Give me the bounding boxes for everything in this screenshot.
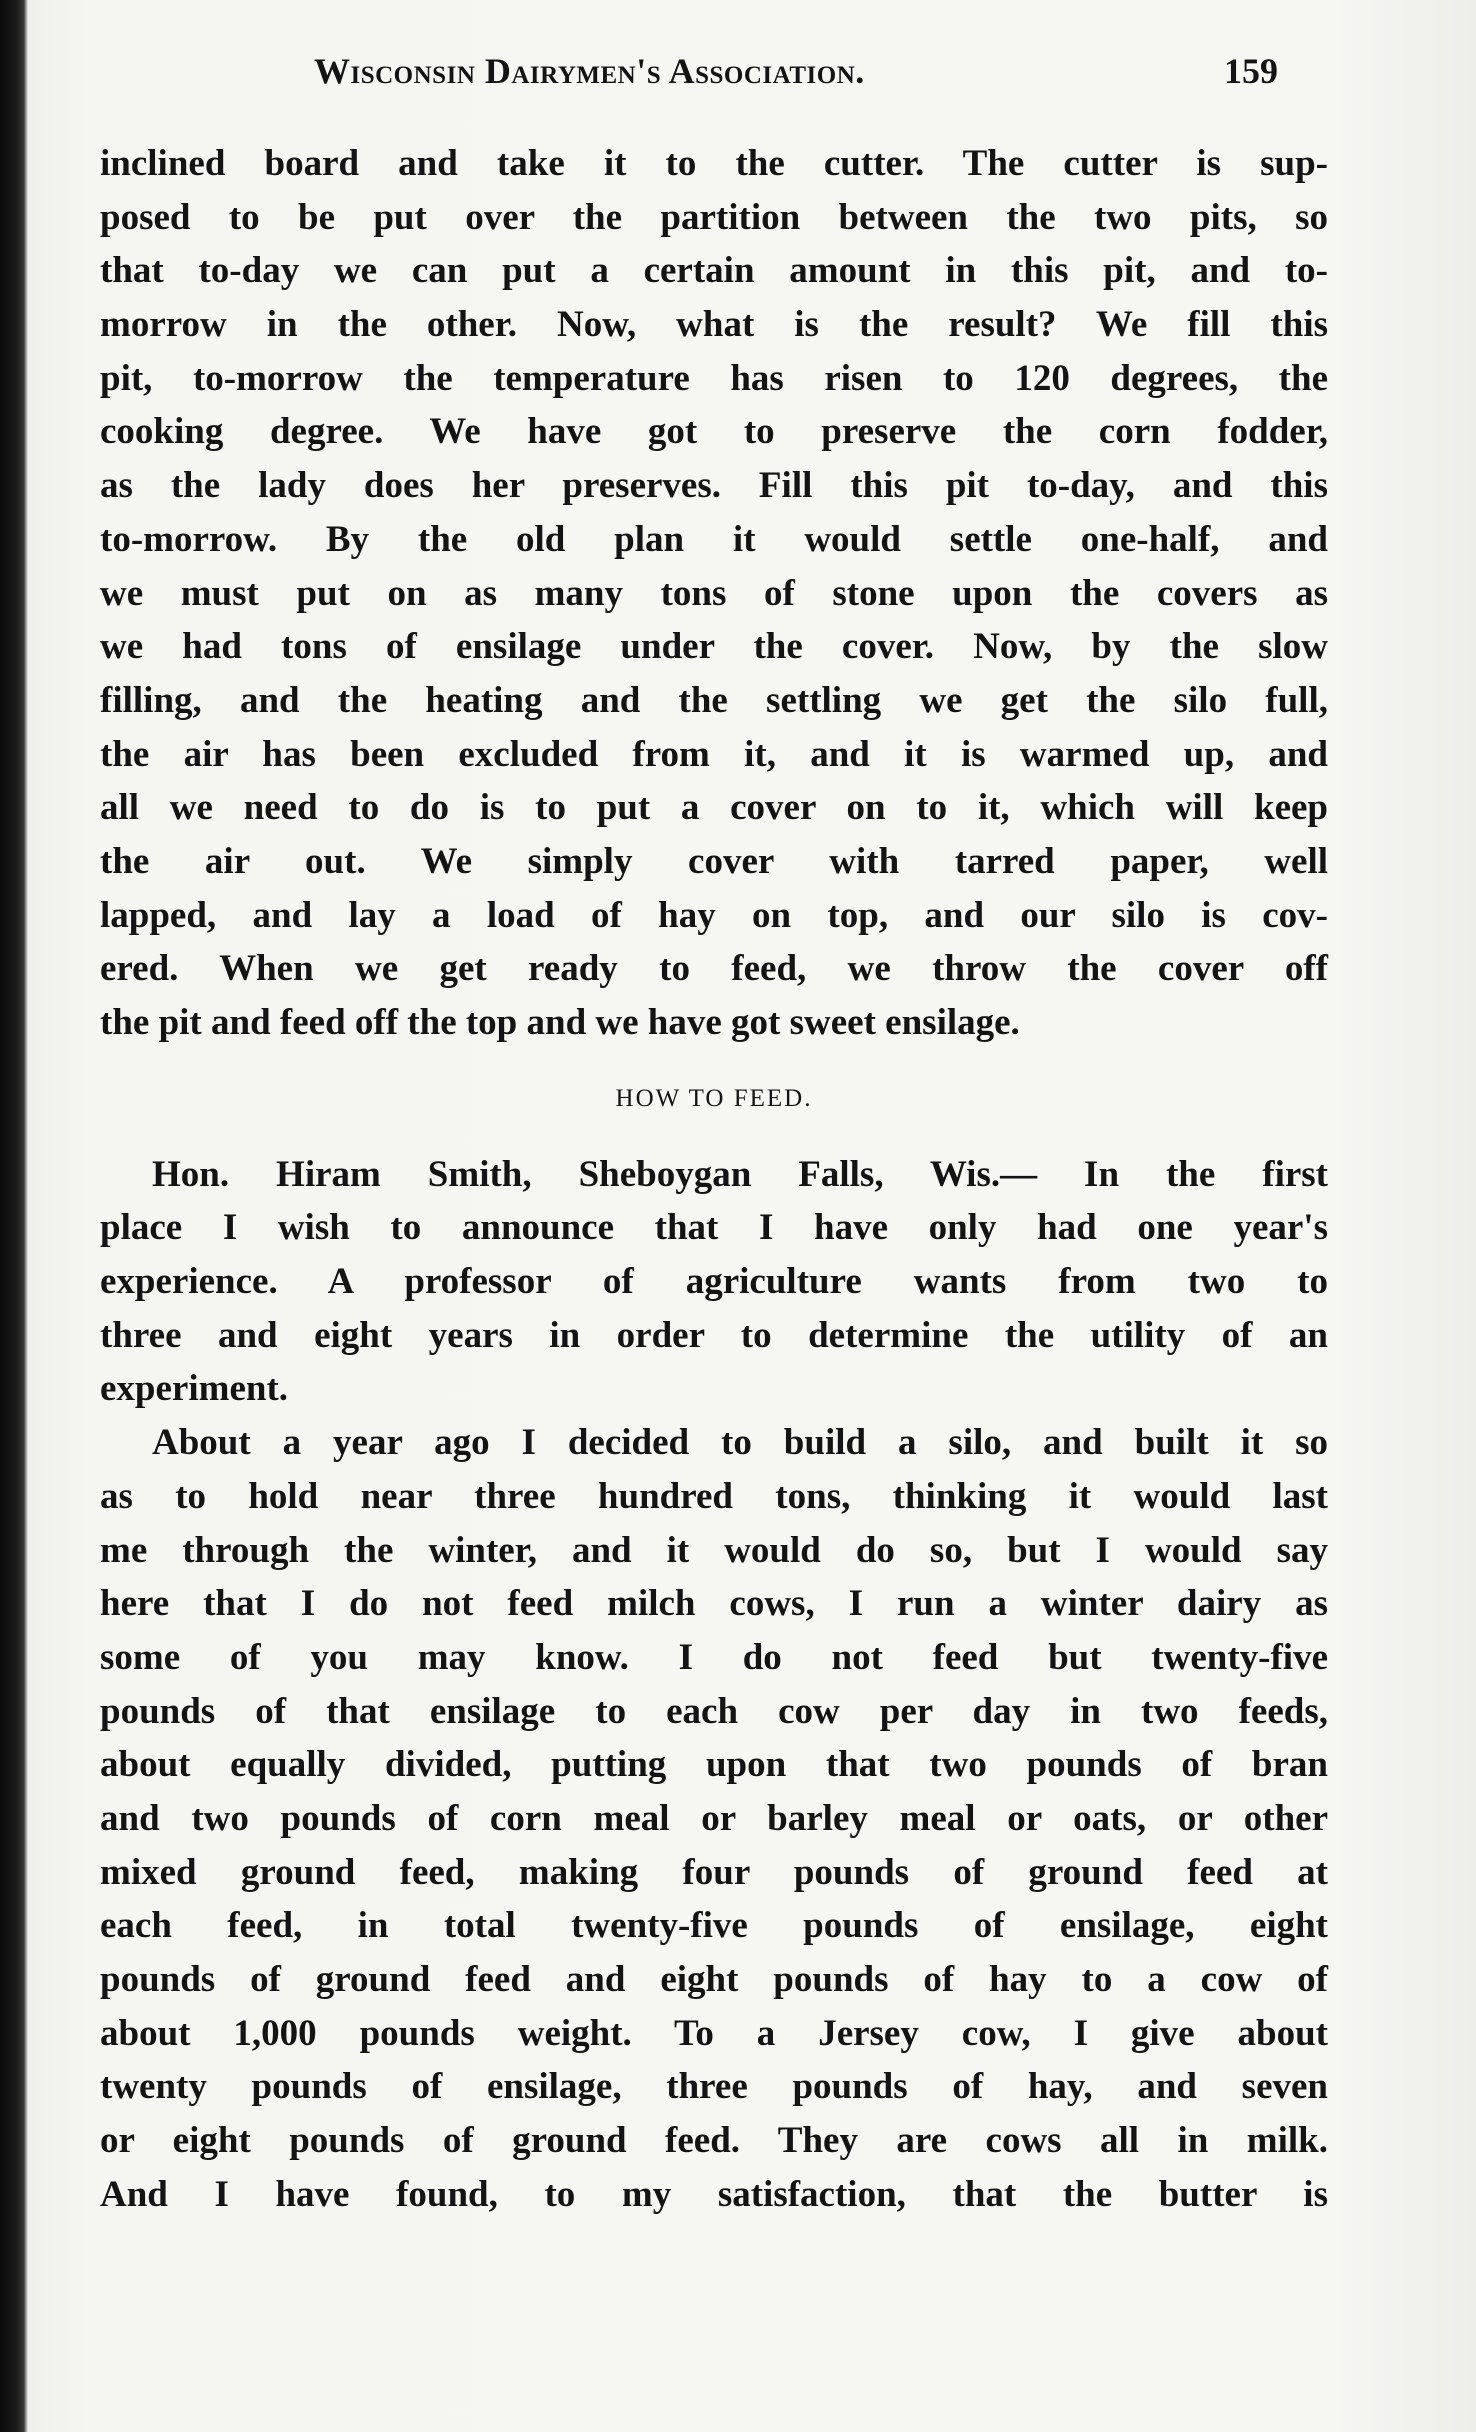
text-line: experiment. xyxy=(100,1368,289,1410)
text-line: twenty pounds of ensilage, three pounds of hay, and seven xyxy=(100,2066,1328,2108)
text-line: about 1,000 pounds weight. To a Jersey cow, I give about xyxy=(100,2012,1328,2054)
text-line: inclined board and take it to the cutter. The cutter is sup- xyxy=(100,143,1328,184)
text-line: me through the winter, and it would do so, but I would say xyxy=(100,1529,1328,1571)
text-line: About a year ago I decided to build a silo, and built it so xyxy=(152,1422,1328,1464)
paragraph-silo-feeding xyxy=(100,1416,1328,2221)
running-title: Wisconsin Dairymen's Association. xyxy=(314,51,865,91)
text-line: pounds of ground feed and eight pounds of hay to a cow of xyxy=(100,1959,1328,2000)
book-binding-edge xyxy=(0,0,28,2432)
text-line: we had tons of ensilage under the cover. Now, by the slow xyxy=(100,626,1328,668)
paragraph-speaker-intro xyxy=(100,1148,1328,1416)
text-line: ered. When we get ready to feed, we throw the cover off xyxy=(100,948,1328,990)
body-text xyxy=(100,137,1328,2221)
text-line: pounds of that ensilage to each cow per day in two feeds, xyxy=(100,1690,1328,1732)
text-line: as the lady does her preserves. Fill this pit to-day, and this xyxy=(100,465,1328,507)
text-line: and two pounds of corn meal or barley meal or oats, or other xyxy=(100,1797,1328,1839)
text-line: cooking degree. We have got to preserve the corn fodder, xyxy=(100,411,1328,453)
text-line: lapped, and lay a load of hay on top, and our silo is cov- xyxy=(100,894,1328,936)
running-header xyxy=(100,46,1320,96)
text-line: we must put on as many tons of stone upon the covers as xyxy=(100,572,1328,614)
text-line: place I wish to announce that I have only had one year's xyxy=(100,1207,1328,1249)
text-line: the pit and feed off the top and we have got sweet ensilage. xyxy=(100,1002,1020,1043)
text-line: experience. A professor of agriculture wants from two to xyxy=(100,1261,1328,1303)
text-line: here that I do not feed milch cows, I run a winter dairy as xyxy=(100,1583,1328,1625)
text-line: or eight pounds of ground feed. They are cows all in milk. xyxy=(100,2120,1328,2162)
text-line: all we need to do is to put a cover on to it, which will keep xyxy=(100,787,1328,829)
text-line: posed to be put over the partition between the two pits, so xyxy=(100,196,1328,238)
text-line: the air out. We simply cover with tarred paper, well xyxy=(100,840,1328,882)
text-line: the air has been excluded from it, and it is warmed up, and xyxy=(100,733,1328,775)
text-line: that to-day we can put a certain amount in this pit, and to- xyxy=(100,250,1328,292)
text-line: filling, and the heating and the settling we get the silo full, xyxy=(100,679,1328,721)
text-line: three and eight years in order to determine the utility of an xyxy=(100,1314,1328,1356)
text-line: And I have found, to my satisfaction, that the butter is xyxy=(100,2173,1328,2215)
text-line: Hon. Hiram Smith, Sheboygan Falls, Wis.— In the first xyxy=(152,1153,1328,1195)
section-heading: HOW TO FEED. xyxy=(615,1084,813,1112)
paragraph-continued xyxy=(100,137,1328,1050)
text-line: pit, to-morrow the temperature has risen to 120 degrees, the xyxy=(100,357,1328,399)
text-line: to-morrow. By the old plan it would settle one-half, and xyxy=(100,518,1328,560)
text-line: as to hold near three hundred tons, thinking it would last xyxy=(100,1475,1328,1517)
text-line: about equally divided, putting upon that two pounds of bran xyxy=(100,1744,1328,1786)
page-number: 159 xyxy=(1224,51,1278,91)
text-line: mixed ground feed, making four pounds of ground feed at xyxy=(100,1851,1328,1893)
text-line: some of you may know. I do not feed but twenty-five xyxy=(100,1636,1328,1678)
text-line: morrow in the other. Now, what is the result? We fill this xyxy=(100,304,1328,346)
text-line: each feed, in total twenty-five pounds of ensilage, eight xyxy=(100,1905,1328,1947)
